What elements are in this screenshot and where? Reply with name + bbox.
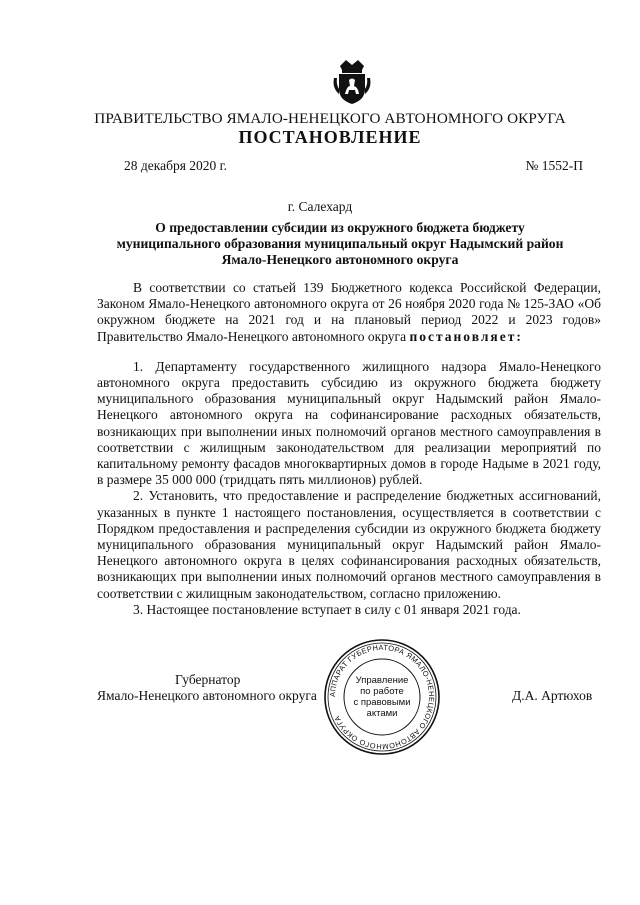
stamp-center <box>322 637 442 757</box>
document-city: г. Салехард <box>287 199 353 214</box>
item-1-paragraph: 1. Департаменту государственного жилищного надзора Ямало-Ненецкого автономного округа предоставить субсидию из окружного бюджета бюджету муниципального образования муниципальный округ Надымский район Ямало-Ненецкого автономного округа на софинансирование расходных обязательств, возникающих при выполнении иных полномочий органов местного самоуправления в соответствии с жилищным законодательством для реализации мероприятий по капитальному ремонту фасадов многоквартирных домов в городе Надыме в 2021 году, в размере 35 000 000 (тридцать пять миллионов) рублей. <box>97 358 601 488</box>
stamp-line: по работе <box>360 686 404 697</box>
document-type: ПОСТАНОВЛЕНИЕ <box>238 127 422 147</box>
preamble-paragraph <box>97 280 601 345</box>
title-line: О предоставлении субсидии из окружного бюджета бюджету <box>155 220 525 235</box>
document-number: № 1552-П <box>525 158 583 173</box>
signatory-title-line2: Ямало-Ненецкого автономного округа <box>97 688 317 703</box>
item-2-paragraph: 2. Установить, что предоставление и распределение бюджетных ассигнований, указанных в пункте 1 настоящего постановления, осуществляется в соответствии с Порядком предоставления и распределения субсидии из окружного бюджета бюджету муниципального образования муниципальный округ Надымский район Ямало-Ненецкого автономного округа в целях софинансирования расходных обязательств, возникающих при выполнении иных полномочий органов местного самоуправления в соответствии с жилищным законодательством, согласно приложению. <box>97 488 601 601</box>
stamp-line: с правовыми <box>353 697 411 708</box>
government-name: ПРАВИТЕЛЬСТВО ЯМАЛО-НЕНЕЦКОГО АВТОНОМНОГО ОКРУГА <box>94 110 566 127</box>
title-line: муниципального образования муниципальный округ Надымский район <box>116 236 564 251</box>
stamp-ring-text: АППАРАТ ГУБЕРНАТОРА ЯМАЛО-НЕНЕЦКОГО АВТОНОМНОГО ОКРУГА <box>327 642 437 752</box>
item-3-paragraph: 3. Настоящее постановление вступает в силу с 01 января 2021 года. <box>133 601 521 617</box>
document-date: 28 декабря 2020 г. <box>124 158 228 173</box>
stamp-line: Управление <box>355 675 409 686</box>
preamble-text: В соответствии со статьей 139 Бюджетного кодекса Российской Федерации, Законом Ямало-Ненецкого автономного округа от 26 ноября 2020 года № 125-ЗАО «Об окружном бюджете на 2021 год и на плановый период 2022 и 2023 годов» Правительство Ямало-Ненецкого автономного округа <box>97 280 601 344</box>
decree-word: постановляет: <box>409 328 523 344</box>
document-body <box>97 280 601 618</box>
coat-of-arms-icon <box>330 56 374 106</box>
title-line: Ямало-Ненецкого автономного округа <box>221 252 459 267</box>
signatory-title-line1: Губернатор <box>175 672 241 687</box>
document-title <box>90 220 590 268</box>
stamp-line: актами <box>366 708 398 719</box>
signatory-name: Д.А. Артюхов <box>512 688 593 703</box>
official-stamp <box>322 637 442 757</box>
